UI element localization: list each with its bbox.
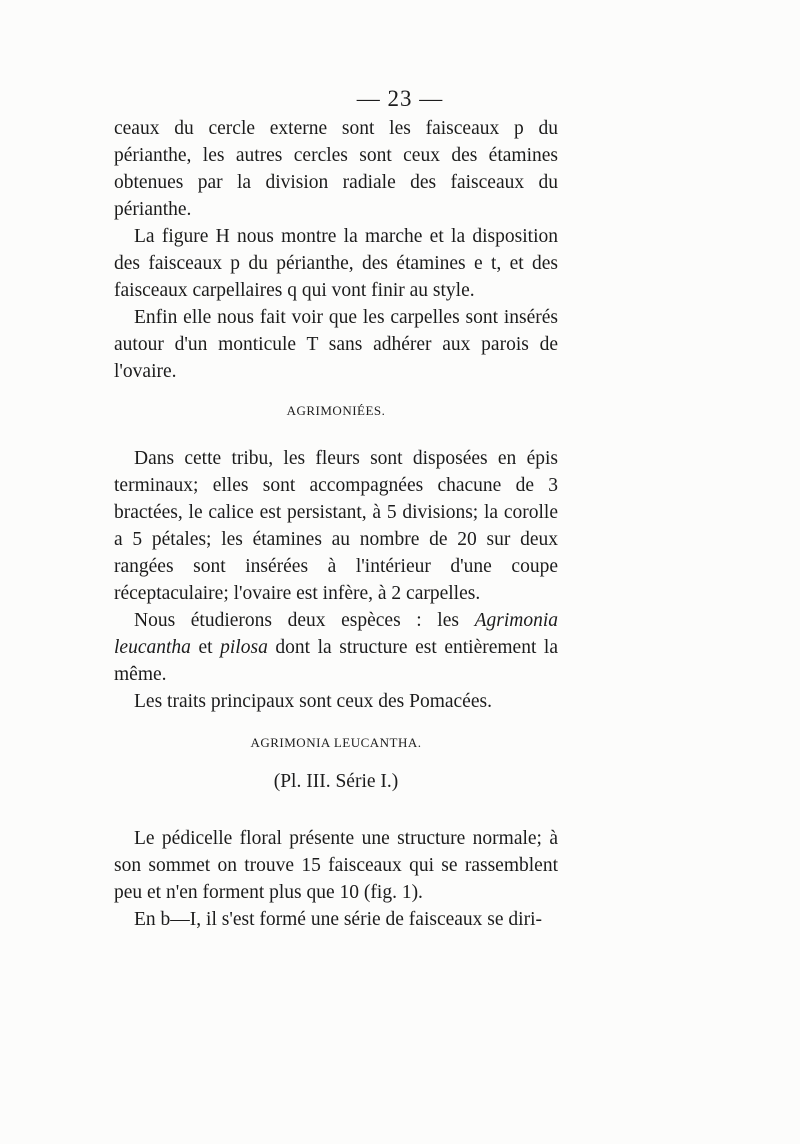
paragraph-1: ceaux du cercle externe sont les faisceaux p du périanthe, les autres cercles sont ceux des étamines obtenues par la division radiale des faisceaux du périanthe. (114, 118, 558, 220)
species-name-leucantha: Agrimonia leucantha (114, 610, 558, 658)
species-name-pilosa: pilosa (220, 637, 268, 658)
paragraph-6: Les traits principaux sont ceux des Pomacées. (134, 691, 492, 712)
paragraph-4: Dans cette tribu, les fleurs sont disposées en épis terminaux; elles sont accompagnées chacune de 3 bractées, le calice est persistant, à 5 divisions; la corolle a 5 pétales; les étamines au nombre de 20 sur deux rangées sont insérées à l'intérieur d'une coupe réceptaculaire; l'ovaire est infère, à 2 carpelles. (114, 448, 558, 604)
section-heading-leucantha: AGRIMONIA LEUCANTHA. (250, 735, 422, 750)
page-number: — 23 — (356, 86, 444, 111)
section-heading-agrimoniees: AGRIMONIÉES. (286, 403, 386, 418)
paragraph-2: La figure H nous montre la marche et la disposition des faisceaux p du périanthe, des étamines e t, et des faisceaux carpellaires q qui vont finir au style. (114, 226, 558, 301)
plate-reference: (Pl. III. Série I.) (273, 771, 399, 792)
text-body (114, 115, 558, 933)
paragraph-5-text-c: dont la structure est entièrement la même. (114, 637, 559, 685)
paragraph-8: En b—I, il s'est formé une série de faisceaux se diri- (134, 909, 542, 930)
paragraph-5 (114, 607, 558, 688)
paragraph-5-text-b: et (190, 637, 221, 658)
paragraph-7: Le pédicelle floral présente une structure normale; à son sommet on trouve 15 faisceaux qui se rassemblent peu et n'en forment plus que 10 (fig. 1). (114, 828, 558, 903)
paragraph-5-text-a: Nous étudierons deux espèces : les (134, 610, 475, 631)
paragraph-3: Enfin elle nous fait voir que les carpelles sont insérés autour d'un monticule T sans adhérer aux parois de l'ovaire. (114, 307, 558, 382)
